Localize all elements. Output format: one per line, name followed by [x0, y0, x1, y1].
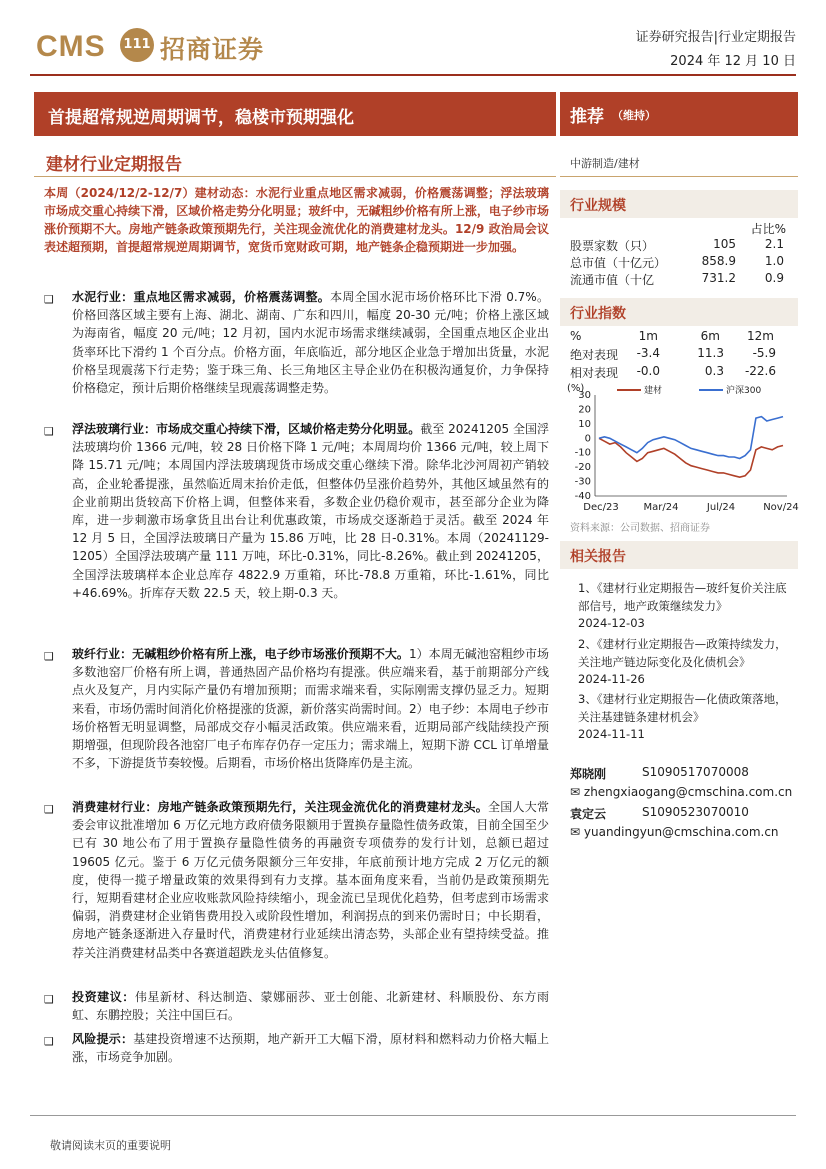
right-divider	[560, 176, 798, 177]
bullet-head: 玻纤行业：无碱粗纱价格有所上涨，电子纱市场涨价预期不大。	[72, 647, 409, 661]
x-tick-label: Mar/24	[643, 502, 679, 513]
report-date: 2024 年 12 月 10 日	[670, 54, 796, 69]
related-report-title: 2、《建材行业定期报告—政策持续发力，关注地产链边际变化及化债机会》	[578, 637, 787, 669]
scale-value: 858.9	[701, 254, 736, 268]
scale-label: 股票家数（只）	[570, 239, 655, 253]
bullet-head: 浮法玻璃行业：市场成交重心持续下滑，区域价格走势分化明显。	[72, 422, 421, 436]
bullet-cement	[44, 288, 549, 397]
index-6m: 0.3	[704, 364, 724, 378]
related-report-date: 2024-11-26	[578, 672, 645, 686]
related-report[interactable]	[578, 691, 788, 744]
analyst-email: yuandingyun@cmschina.com.cn	[583, 825, 779, 839]
bullet-body: 1）本周无碱池窑粗纱市场多数池窑厂价格有所上调，普通热固产品价格均有提涨。供应端来看，基于前期部分产线点火及复产，月内实际产量仍有增加预期；而需求端来看，实际刚需支撑仍显乏力。短期来看，市场仍需时间消化价格提涨的货源，新价落实尚需时间。2）电子纱：本周电子纱市场价格暂无明显调整，局部成交存小幅灵活政策。供应端来看，近期局部产线陆续投产预期增强，但现阶段各池窑厂电子布库存仍存一定压力；需求端上，短期下游 CCL 订单增量不多，下游提货节奏较慢。后期看，市场价格出货降库仍是主流。	[72, 647, 549, 771]
index-row-label: 绝对表现	[570, 348, 619, 362]
industry-scale-title: 行业规模	[570, 198, 626, 214]
bullet-consumer	[44, 798, 549, 962]
scale-pct: 1.0	[764, 254, 784, 268]
index-row	[570, 346, 788, 364]
x-tick-label: Dec/23	[583, 502, 619, 513]
analyst-cert: S1090523070010	[642, 805, 749, 819]
scale-col-header	[570, 220, 788, 236]
index-performance-chart	[565, 381, 799, 519]
y-tick-label: 10	[578, 418, 591, 430]
weekly-summary: 本周（2024/12/2-12/7）建材动态：水泥行业重点地区需求减弱，价格震荡调整；浮法玻璃市场成交重心持续下滑，区域价格走势分化明显；玻纤中，无碱粗纱价格有所上涨，电子纱市场涨价预期不大。房地产链条政策预期先行，关注现金流优化的消费建材龙头。12/9 政治局会议表述超预期，首提超常规逆周期调节，宽货币宽财政可期，地产链条企稳预期进一步加强。	[44, 186, 549, 254]
index-1m: -3.4	[636, 346, 660, 360]
cms-logo	[36, 24, 296, 70]
scale-row	[570, 254, 788, 272]
bullet-body: 伟星新材、科达制造、蒙娜丽莎、亚士创能、北新建材、科顺股份、东方雨虹、东鹏控股；关注中国巨石。	[72, 990, 549, 1023]
series-line-sector	[599, 438, 783, 477]
index-col-1m: 1m	[638, 329, 658, 343]
rating: 推荐	[570, 107, 604, 127]
rating-banner	[560, 92, 798, 136]
related-report-title: 1、《建材行业定期报告—玻纤复价关注底部信号，地产政策继续发力》	[578, 581, 787, 613]
bullet-risk	[44, 1030, 549, 1066]
related-report-date: 2024-11-11	[578, 727, 645, 741]
bullet-head: 风险提示：	[72, 1032, 134, 1046]
footer-divider	[30, 1115, 796, 1116]
scale-pct: 0.9	[764, 271, 784, 285]
index-col-pct: %	[570, 329, 582, 343]
header-divider	[30, 74, 796, 76]
legend-label: 建材	[644, 386, 663, 396]
pct-header: 占比%	[750, 222, 786, 236]
bullet-body: 截至 20241205 全国浮法玻璃均价 1366 元/吨，较 28 日价格下降 1 元/吨；本周周均价 1366 元/吨，较上周下降 15.71 元/吨；本周国内浮法玻璃现货市场成交重心继续下滑。除华北沙河周初产销较高，企业轮番提涨，虽然临近周末抬价走低，但整体仍呈涨价趋势外，其他区域虽然有的企业前期出货较高下价格上调，但整体来看，多数企业仍稳价观市，甚至部分企业为降库，进一步刺激市场拿货且出台让利优惠政策，市场成交逐渐趋于灵活。截至 2024 年 12 月 5 日，全国浮法玻璃日产量为 15.86 万吨，比 28 日-0.31%。本周（20241129-1205）全国浮法玻璃产量 111 万吨，环比-0.31%，同比-8.26%。截止到 20241205，全国浮法玻璃样本企业总库存 4822.9 万重箱，环比-78.8 万重箱，环比-1.61%，同比+46.69%。折库存天数 22.5 天，较上期-0.3 天。	[72, 422, 549, 600]
logo-cn-text: 招商证券	[160, 35, 265, 64]
analyst-row	[570, 765, 749, 782]
y-tick-label: -40	[574, 491, 591, 502]
y-tick-label: -10	[574, 447, 591, 459]
analyst-email-row[interactable]	[570, 825, 779, 839]
logo-seal: 111	[120, 28, 154, 62]
legend-label: 沪深300	[726, 386, 762, 396]
related-report-date: 2024-12-03	[578, 616, 645, 630]
bullet-head: 水泥行业：重点地区需求减弱，价格震荡调整。	[72, 290, 331, 304]
y-tick-label: 30	[578, 390, 591, 401]
footer-note: 敬请阅读末页的重要说明	[50, 1139, 171, 1152]
sector-label: 中游制造/建材	[570, 157, 640, 170]
bullet-body: 基建投资增速不达预期，地产新开工大幅下滑，原材料和燃料动力价格大幅上涨，市场竞争加剧。	[72, 1032, 549, 1065]
rating-note: （维持）	[612, 109, 656, 122]
bullet-investment	[44, 988, 549, 1024]
analyst-cert: S1090517070008	[642, 765, 749, 779]
headline: 首提超常规逆周期调节，稳楼市预期强化	[48, 108, 354, 128]
bullet-head: 消费建材行业：房地产链条政策预期先行，关注现金流优化的消费建材龙头。	[72, 800, 489, 814]
scale-pct: 2.1	[764, 237, 784, 251]
checkbox-icon: ❑	[44, 293, 54, 306]
index-col-12m: 12m	[747, 329, 774, 343]
analyst-email-row[interactable]	[570, 785, 792, 799]
index-6m: 11.3	[697, 346, 724, 360]
bullet-head: 投资建议：	[72, 990, 135, 1004]
scale-value: 731.2	[701, 271, 736, 285]
email-icon: ✉	[570, 825, 581, 839]
y-tick-label: -20	[574, 462, 591, 474]
analyst-email: zhengxiaogang@cmschina.com.cn	[583, 785, 793, 799]
index-12m: -5.9	[752, 346, 776, 360]
y-tick-label: 20	[578, 404, 591, 416]
chart-source: 资料来源：公司数据、招商证券	[570, 523, 710, 534]
index-row-label: 相对表现	[570, 366, 619, 380]
related-title: 相关报告	[570, 549, 626, 565]
checkbox-icon: ❑	[44, 650, 54, 663]
headline-banner	[34, 92, 556, 136]
y-axis-label: (%)	[567, 383, 585, 394]
scale-label: 流通市值（十亿	[570, 273, 655, 287]
industry-scale-header	[560, 190, 798, 218]
scale-row	[570, 271, 788, 289]
related-report-title: 3、《建材行业定期报告—化债政策落地，关注基建链条建材机会》	[578, 692, 787, 724]
email-icon: ✉	[570, 785, 581, 799]
doc-title: 建材行业定期报告	[46, 155, 182, 175]
checkbox-icon: ❑	[44, 1035, 54, 1048]
x-tick-label: Jul/24	[706, 502, 736, 513]
scale-label: 总市值（十亿元）	[570, 256, 667, 270]
logo-cms-text: CMS	[36, 30, 106, 63]
analyst-row	[570, 805, 749, 822]
y-tick-label: 0	[584, 433, 591, 445]
bullet-body: 全国人大常委会审议批准增加 6 万亿元地方政府债务限额用于置换存量隐性债务政策，目前全国至少已有 30 地公布了用于置换存量隐性债务的再融资专项债券的发行计划，总额已超过 19605 亿元。鉴于 6 万亿元债务限额分三年安排，年底前预计地方完成 2 万亿元的额度，使得一揽子增量政策的效果得到有力支撑。基本面角度来看，当前仍是政策预期先行，短期看建材企业应收账款风险持续缩小，现金流已呈现优化趋势，但考虑到市场需求偏弱，消费建材企业销售费用投入或阶段性增加，利润拐点的到来仍需时日；中长期看，房地产链条逐渐进入存量时代，消费建材行业延续出清态势，头部企业有望持续受益。推荐关注消费建材品类中各赛道超跌龙头估值修复。	[72, 800, 549, 960]
checkbox-icon: ❑	[44, 993, 54, 1006]
scale-row	[570, 237, 788, 255]
report-type: 证券研究报告|行业定期报告	[635, 30, 796, 45]
bullet-glass	[44, 420, 549, 602]
index-col-6m: 6m	[700, 329, 720, 343]
related-report[interactable]	[578, 636, 788, 689]
index-1m: -0.0	[636, 364, 660, 378]
related-header	[560, 541, 798, 569]
left-divider	[34, 176, 556, 177]
index-header-row	[570, 329, 788, 347]
y-tick-label: -30	[574, 476, 591, 488]
related-report[interactable]	[578, 580, 788, 633]
analyst-name: 郑晓刚	[570, 767, 607, 781]
index-12m: -22.6	[744, 364, 776, 378]
industry-index-title: 行业指数	[570, 306, 626, 322]
scale-value: 105	[713, 237, 736, 251]
industry-index-header	[560, 298, 798, 326]
checkbox-icon: ❑	[44, 803, 54, 816]
analyst-name: 袁定云	[570, 807, 607, 821]
index-row	[570, 364, 788, 382]
checkbox-icon: ❑	[44, 425, 54, 438]
bullet-fiberglass	[44, 645, 549, 772]
x-tick-label: Nov/24	[763, 502, 799, 513]
bullet-body: 本周全国水泥市场价格环比下滑 0.7%。价格回落区域主要有上海、湖北、湖南、广东和四川，幅度 20-30 元/吨；价格上涨区域为海南省，幅度 20 元/吨；12 月初，国内水泥市场需求继续减弱，全国重点地区企业出货率环比下滑约 1 个百分点。价格方面，年底临近，部分地区企业急于增加出货量，水泥价格呈现震荡下行走势；鉴于珠三角、长三角地区主导企业仍在积极沟通复价，力争保持价格稳定，预计后期价格继续呈现震荡调整走势。	[72, 290, 549, 396]
